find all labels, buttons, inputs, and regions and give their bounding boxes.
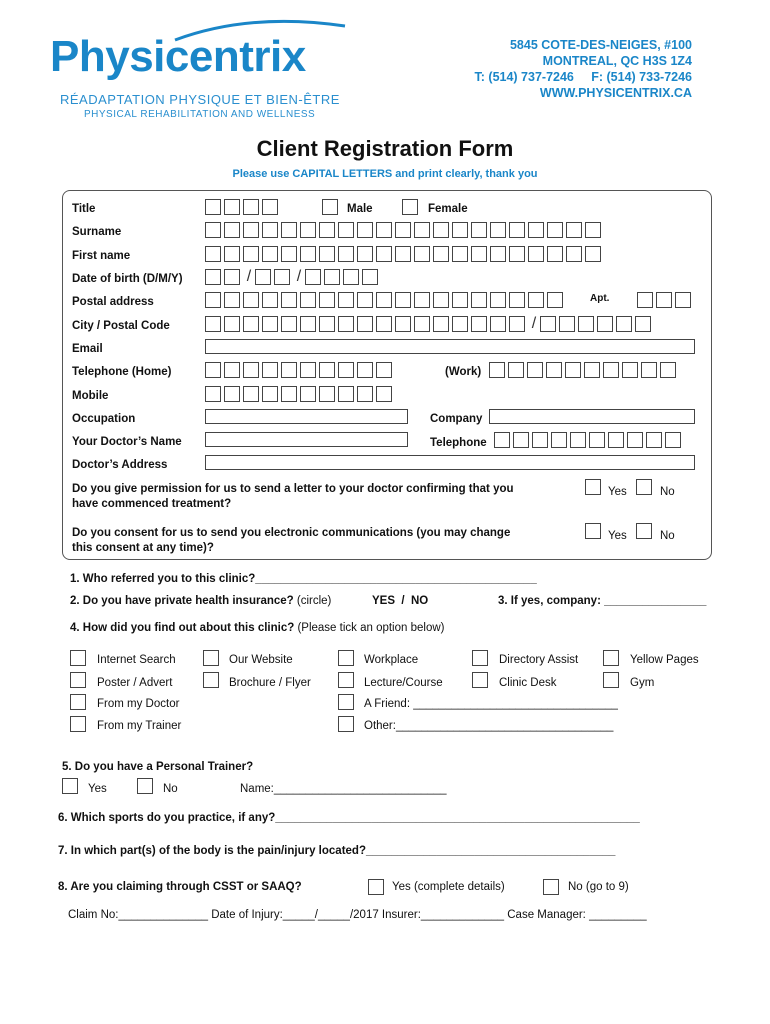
apt-label: Apt. bbox=[590, 293, 610, 304]
gym-label: Gym bbox=[630, 677, 655, 689]
claim-details-line[interactable]: Claim No:______________ Date of Injury:_____/_____/2017 Insurer:_____________ Case Manager: _________ bbox=[68, 909, 647, 921]
question-source-hint: (Please tick an option below) bbox=[297, 622, 445, 634]
apt-boxes[interactable] bbox=[637, 292, 694, 308]
occupation-label: Occupation bbox=[72, 413, 136, 425]
workplace-checkbox[interactable] bbox=[338, 650, 354, 666]
consent-yes-label: Yes bbox=[608, 530, 627, 542]
gym-checkbox[interactable] bbox=[603, 672, 619, 688]
poster-advert-checkbox[interactable] bbox=[70, 672, 86, 688]
tel-home-boxes[interactable] bbox=[205, 362, 395, 378]
tel-work-label: (Work) bbox=[445, 366, 482, 378]
other-checkbox[interactable] bbox=[338, 716, 354, 732]
title-boxes[interactable] bbox=[205, 199, 281, 215]
question-source bbox=[70, 622, 444, 634]
question-insurance-hint: (circle) bbox=[296, 595, 332, 607]
city-postal-label: City / Postal Code bbox=[72, 320, 170, 332]
permission-question bbox=[72, 482, 514, 512]
consent-question bbox=[72, 526, 510, 556]
dob-boxes[interactable]: / / bbox=[205, 269, 381, 285]
question-trainer: 5. Do you have a Personal Trainer? bbox=[62, 761, 254, 773]
csst-no-label: No (go to 9) bbox=[568, 881, 629, 893]
consent-yes-checkbox[interactable] bbox=[585, 523, 601, 539]
permission-no-checkbox[interactable] bbox=[636, 479, 652, 495]
female-checkbox[interactable] bbox=[402, 199, 418, 215]
trainer-no-checkbox[interactable] bbox=[137, 778, 153, 794]
doctor-address-label: Doctor’s Address bbox=[72, 459, 168, 471]
male-checkbox[interactable] bbox=[322, 199, 338, 215]
logo-wordmark: Physicentrix bbox=[50, 32, 306, 81]
address-line-3: T: (514) 737-7246 F: (514) 733-7246 bbox=[474, 70, 692, 84]
title-label: Title bbox=[72, 203, 96, 215]
question-sports: 6. Which sports do you practice, if any?_________________________________________________________ bbox=[58, 812, 640, 824]
mobile-boxes[interactable] bbox=[205, 386, 395, 402]
city-boxes[interactable]: / bbox=[205, 316, 654, 332]
permission-line-2: have commenced treatment? bbox=[72, 498, 232, 510]
permission-line-1: Do you give permission for us to send a letter to your doctor confirming that you bbox=[72, 483, 514, 495]
our-website-label: Our Website bbox=[229, 654, 293, 666]
from-doctor-checkbox[interactable] bbox=[70, 694, 86, 710]
company-label: Company bbox=[430, 413, 483, 425]
directory-assist-label: Directory Assist bbox=[499, 654, 579, 666]
a-friend-checkbox[interactable] bbox=[338, 694, 354, 710]
clinic-desk-label: Clinic Desk bbox=[499, 677, 557, 689]
permission-yes-checkbox[interactable] bbox=[585, 479, 601, 495]
insurance-options[interactable]: YES / NO bbox=[372, 595, 429, 607]
yellow-pages-label: Yellow Pages bbox=[630, 654, 699, 666]
tel-work-boxes[interactable] bbox=[489, 362, 679, 378]
brochure-flyer-label: Brochure / Flyer bbox=[229, 677, 311, 689]
trainer-name-field[interactable]: Name:___________________________ bbox=[240, 783, 447, 795]
page-title: Client Registration Form bbox=[256, 136, 514, 161]
trainer-yes-checkbox[interactable] bbox=[62, 778, 78, 794]
consent-line-1: Do you consent for us to send you electronic communications (you may change bbox=[72, 527, 511, 539]
doctor-telephone-boxes[interactable] bbox=[494, 432, 684, 448]
question-insurance-text: 2. Do you have private health insurance? bbox=[70, 595, 294, 607]
occupation-field[interactable] bbox=[205, 409, 408, 424]
email-field[interactable] bbox=[205, 339, 695, 354]
trainer-yes-label: Yes bbox=[88, 783, 107, 795]
internet-search-checkbox[interactable] bbox=[70, 650, 86, 666]
male-label: Male bbox=[347, 203, 373, 215]
tagline-fr: RÉADAPTATION PHYSIQUE ET BIEN-ÊTRE bbox=[60, 92, 340, 107]
poster-advert-label: Poster / Advert bbox=[97, 677, 173, 689]
dob-label: Date of birth (D/M/Y) bbox=[72, 273, 183, 285]
clinic-address bbox=[475, 37, 692, 101]
our-website-checkbox[interactable] bbox=[203, 650, 219, 666]
postal-address-label: Postal address bbox=[72, 296, 154, 308]
yellow-pages-checkbox[interactable] bbox=[603, 650, 619, 666]
from-trainer-checkbox[interactable] bbox=[70, 716, 86, 732]
company-field[interactable] bbox=[489, 409, 695, 424]
lecture-course-checkbox[interactable] bbox=[338, 672, 354, 688]
tagline-en: PHYSICAL REHABILITATION AND WELLNESS bbox=[84, 109, 316, 120]
internet-search-label: Internet Search bbox=[97, 654, 176, 666]
tel-home-label: Telephone (Home) bbox=[72, 366, 172, 378]
a-friend-label: A Friend: ________________________________ bbox=[364, 698, 618, 710]
workplace-label: Workplace bbox=[364, 654, 419, 666]
address-line-2: MONTREAL, QC H3S 1Z4 bbox=[542, 54, 692, 68]
surname-boxes[interactable] bbox=[205, 222, 604, 238]
directory-assist-checkbox[interactable] bbox=[472, 650, 488, 666]
doctor-address-field[interactable] bbox=[205, 455, 695, 470]
instruction-text: Please use CAPITAL LETTERS and print clearly, thank you bbox=[232, 168, 538, 180]
logo bbox=[50, 20, 350, 130]
other-label: Other:__________________________________ bbox=[364, 720, 614, 732]
doctor-name-field[interactable] bbox=[205, 432, 408, 447]
surname-label: Surname bbox=[72, 226, 122, 238]
question-company: 3. If yes, company: ________________ bbox=[498, 595, 707, 607]
consent-line-2: this consent at any time)? bbox=[72, 542, 214, 554]
question-pain-location: 7. In which part(s) of the body is the pain/injury located?_______________________________________ bbox=[58, 845, 616, 857]
question-insurance bbox=[70, 595, 331, 607]
website-link[interactable]: WWW.PHYSICENTRIX.CA bbox=[539, 86, 692, 100]
consent-no-label: No bbox=[660, 530, 675, 542]
first-name-boxes[interactable] bbox=[205, 246, 604, 262]
permission-no-label: No bbox=[660, 486, 675, 498]
female-label: Female bbox=[428, 203, 468, 215]
doctor-telephone-label: Telephone bbox=[430, 437, 487, 449]
question-source-text: 4. How did you find out about this clinic? bbox=[70, 622, 295, 634]
lecture-course-label: Lecture/Course bbox=[364, 677, 443, 689]
question-referral: 1. Who referred you to this clinic?____________________________________________ bbox=[70, 573, 537, 585]
question-csst-saaq: 8. Are you claiming through CSST or SAAQ? bbox=[58, 881, 302, 893]
consent-no-checkbox[interactable] bbox=[636, 523, 652, 539]
doctor-name-label: Your Doctor’s Name bbox=[72, 436, 182, 448]
mobile-label: Mobile bbox=[72, 390, 109, 402]
csst-no-checkbox[interactable] bbox=[543, 879, 559, 895]
from-doctor-label: From my Doctor bbox=[97, 698, 180, 710]
clinic-desk-checkbox[interactable] bbox=[472, 672, 488, 688]
address-line-1: 5845 COTE-DES-NEIGES, #100 bbox=[509, 38, 692, 52]
postal-address-boxes[interactable] bbox=[205, 292, 566, 308]
brochure-flyer-checkbox[interactable] bbox=[203, 672, 219, 688]
from-trainer-label: From my Trainer bbox=[97, 720, 182, 732]
trainer-no-label: No bbox=[163, 783, 178, 795]
permission-yes-label: Yes bbox=[608, 486, 627, 498]
email-label: Email bbox=[72, 343, 103, 355]
first-name-label: First name bbox=[72, 250, 131, 262]
csst-yes-label: Yes (complete details) bbox=[392, 881, 505, 893]
csst-yes-checkbox[interactable] bbox=[368, 879, 384, 895]
